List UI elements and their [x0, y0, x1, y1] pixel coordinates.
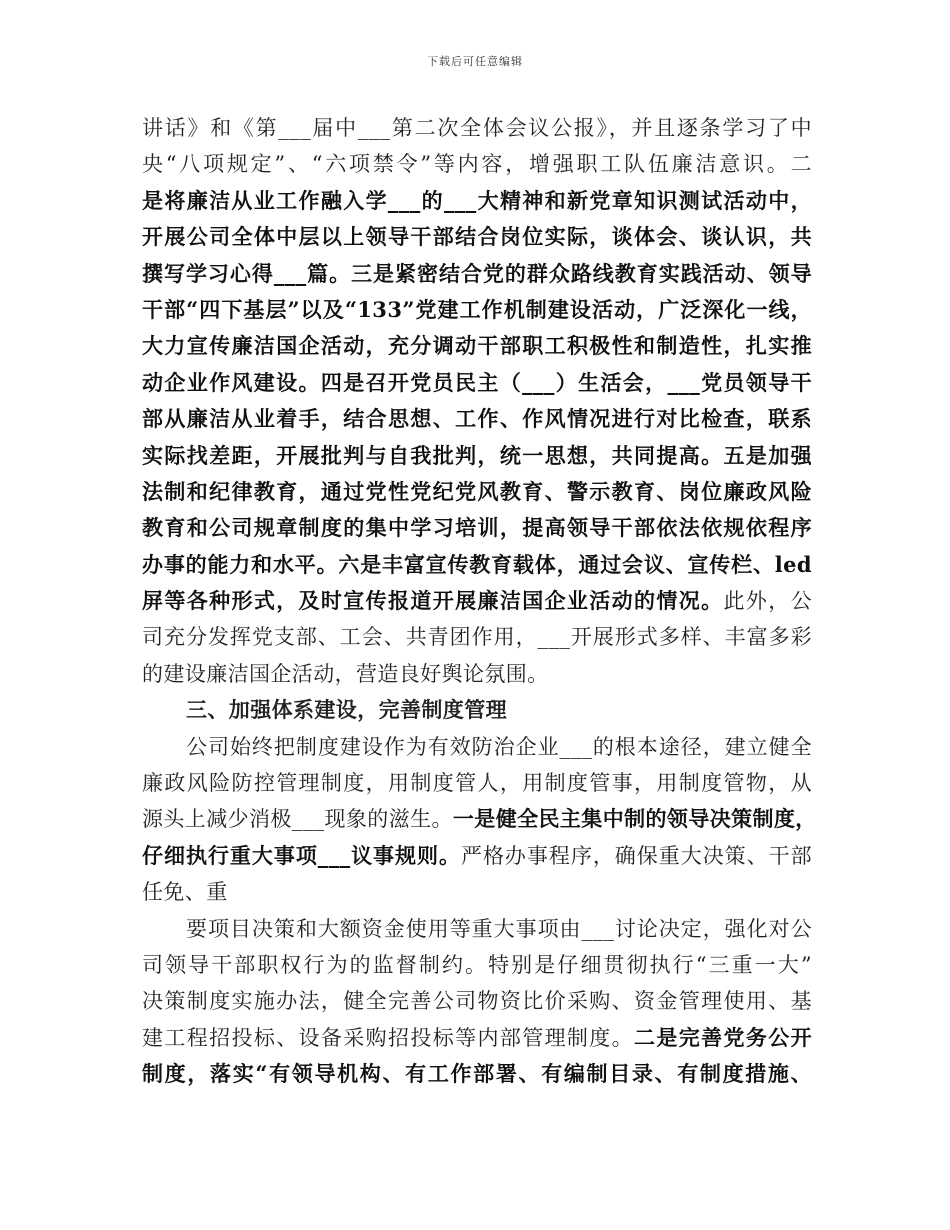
text-line: 法制和纪律教育，通过党性党纪党风教育、警示教育、岗位廉政风险 — [142, 478, 812, 504]
text-line: 决策制度实施办法，健全完善公司物资比价采购、资金管理使用、基 — [142, 989, 812, 1014]
text-line: 部从廉洁从业着手，结合思想、工作、作风情况进行对比检查，联系 — [142, 406, 812, 432]
text-line: 干部“四下基层”以及“133”党建工作机制建设活动，广泛深化一线， — [142, 296, 812, 322]
text-segment: 一是健全民主集中制的领导决策制度， — [452, 806, 817, 832]
text-line: 是将廉洁从业工作融入学___的___大精神和新党章知识测试活动中， — [142, 187, 812, 213]
text-line: 任免、重 — [142, 880, 228, 905]
section-heading: 三、加强体系建设，完善制度管理 — [186, 697, 507, 723]
text-segment: 此外，公 — [723, 589, 812, 614]
text-line — [142, 838, 812, 874]
text-line: 公司始终把制度建设作为有效防治企业___的根本途径，建立健全 — [186, 734, 812, 759]
text-line: 司领导干部职权行为的监督制约。特别是仔细贯彻执行“三重一大” — [142, 952, 812, 977]
text-line: 教育和公司规章制度的集中学习培训，提高领导干部依法依规依程序 — [142, 515, 812, 541]
text-segment: 仔细执行重大事项___议事规则。 — [142, 842, 461, 868]
text-line: 讲话》和《第___届中___第二次全体会议公报》，并且逐条学习了中 — [142, 116, 812, 140]
text-line — [142, 801, 817, 837]
text-segment: 源头上减少消极___现象的滋生。 — [142, 807, 453, 832]
text-line: 办事的能力和水平。六是丰富宣传教育载体，通过会议、宣传栏、led — [142, 551, 812, 577]
text-line: 廉政风险防控管理制度，用制度管人，用制度管事，用制度管物，从 — [142, 771, 812, 796]
text-line: 的建设廉洁国企活动，营造良好舆论氛围。 — [142, 661, 549, 686]
text-segment: 严格办事程序，确保重大决策、干部 — [460, 843, 812, 868]
text-line: 撰写学习心得___篇。三是紧密结合党的群众路线教育实践活动、领导 — [142, 260, 812, 286]
text-line: 央“八项规定”、“六项禁令”等内容，增强职工队伍廉洁意识。二 — [142, 152, 812, 177]
text-segment: 二是完善党务公开 — [634, 1024, 812, 1050]
text-line: 要项目决策和大额资金使用等重大事项由___讨论决定，强化对公 — [186, 916, 812, 941]
text-line: 开展公司全体中层以上领导干部结合岗位实际，谈体会、谈认识，共 — [142, 224, 812, 250]
page-header: 下载后可任意编辑 — [427, 55, 523, 68]
text-line: 司充分发挥党支部、工会、共青团作用，___开展形式多样、丰富多彩 — [142, 625, 812, 650]
text-line: 动企业作风建设。四是召开党员民主（___）生活会，___党员领导干 — [142, 369, 812, 395]
text-line — [142, 1020, 812, 1056]
text-line — [142, 583, 812, 619]
text-line: 大力宣传廉洁国企活动，充分调动干部职工积极性和制造性，扎实推 — [142, 333, 812, 359]
text-segment: 屏等各种形式，及时宣传报道开展廉洁国企业活动的情况。 — [142, 588, 724, 614]
text-line: 实际找差距，开展批判与自我批判，统一思想，共同提高。五是加强 — [142, 442, 812, 468]
text-line: 制度，落实“有领导机构、有工作部署、有编制目录、有制度措施、 — [142, 1061, 812, 1087]
document-body — [142, 110, 817, 1093]
text-segment: 建工程招投标、设备采购招投标等内部管理制度。 — [142, 1025, 635, 1050]
